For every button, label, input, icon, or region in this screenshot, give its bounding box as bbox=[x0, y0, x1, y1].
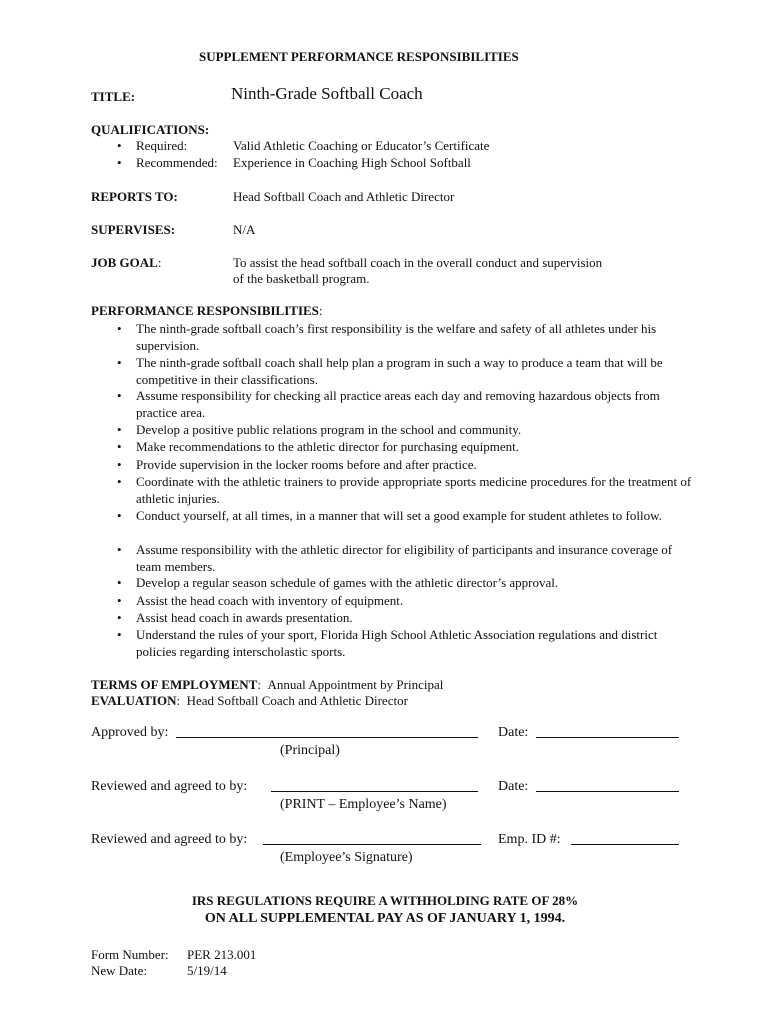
qualification-value: Experience in Coaching High School Softball bbox=[233, 155, 471, 170]
bullet-icon: • bbox=[117, 508, 122, 523]
performance-colon: : bbox=[318, 303, 323, 318]
employee-signature-caption: (Employee’s Signature) bbox=[280, 850, 413, 865]
reviewed-by-label: Reviewed and agreed to by: bbox=[91, 779, 248, 794]
reviewed-by-label: Reviewed and agreed to by: bbox=[91, 832, 248, 847]
bullet-icon: • bbox=[117, 457, 122, 472]
employee-name-caption: (PRINT – Employee’s Name) bbox=[280, 797, 447, 812]
list-item: Understand the rules of your sport, Florida High School Athletic Association regulations and district policies regarding interscholastic sports. bbox=[136, 627, 658, 659]
bullet-icon: • bbox=[117, 355, 122, 370]
bullet-icon: • bbox=[117, 155, 122, 170]
evaluation-label: EVALUATION bbox=[91, 693, 177, 708]
date-line[interactable] bbox=[536, 791, 679, 792]
bullet-icon: • bbox=[117, 593, 122, 608]
list-item: Assume responsibility for checking all practice areas each day and removing hazardous objects from practice area. bbox=[136, 388, 660, 420]
terms-label: TERMS OF EMPLOYMENT bbox=[91, 677, 258, 692]
date-line[interactable] bbox=[536, 737, 679, 738]
bullet-icon: • bbox=[117, 422, 122, 437]
form-number-value: PER 213.001 bbox=[187, 947, 257, 962]
principal-caption: (Principal) bbox=[280, 743, 340, 758]
irs-notice-line-1: IRS REGULATIONS REQUIRE A WITHHOLDING RATE OF 28% bbox=[191, 893, 579, 908]
performance-label bbox=[91, 302, 323, 319]
new-date-value: 5/19/14 bbox=[187, 963, 227, 978]
list-item: The ninth-grade softball coach shall help plan a program in such a way to produce a team that will be competitive in their classifications. bbox=[136, 355, 663, 387]
bullet-icon: • bbox=[117, 542, 122, 557]
bullet-icon: • bbox=[117, 321, 122, 336]
bullet-icon: • bbox=[117, 610, 122, 625]
approved-by-label: Approved by: bbox=[91, 725, 169, 740]
performance-label-text: PERFORMANCE RESPONSIBILITIES bbox=[91, 303, 319, 318]
evaluation bbox=[91, 692, 408, 709]
date-label: Date: bbox=[498, 779, 529, 794]
job-goal-label-text: JOB GOAL bbox=[91, 255, 158, 270]
bullet-icon: • bbox=[117, 439, 122, 454]
form-number-label: Form Number: bbox=[91, 947, 169, 962]
list-item: Coordinate with the athletic trainers to provide appropriate sports medicine procedures for the treatment of athletic injuries. bbox=[136, 474, 692, 506]
emp-id-label: Emp. ID #: bbox=[498, 832, 561, 847]
title-label: TITLE: bbox=[91, 89, 136, 104]
employee-signature-line[interactable] bbox=[263, 844, 481, 845]
qualifications-label: QUALIFICATIONS: bbox=[91, 122, 210, 137]
list-item: Develop a regular season schedule of games with the athletic director’s approval. bbox=[136, 575, 559, 590]
bullet-icon: • bbox=[117, 627, 122, 642]
date-label: Date: bbox=[498, 725, 529, 740]
evaluation-colon: : bbox=[176, 693, 181, 708]
reports-to-label: REPORTS TO: bbox=[91, 189, 178, 204]
list-item: Assume responsibility with the athletic director for eligibility of participants and insurance coverage of team members. bbox=[136, 542, 673, 574]
bullet-icon: • bbox=[117, 138, 122, 153]
qualification-value: Valid Athletic Coaching or Educator’s Certificate bbox=[233, 138, 490, 153]
bullet-icon: • bbox=[117, 388, 122, 403]
reports-to-value: Head Softball Coach and Athletic Director bbox=[233, 189, 455, 204]
bullet-icon: • bbox=[117, 575, 122, 590]
terms-value: Annual Appointment by Principal bbox=[267, 677, 444, 692]
evaluation-value: Head Softball Coach and Athletic Director bbox=[186, 693, 408, 708]
list-item: Make recommendations to the athletic director for purchasing equipment. bbox=[136, 439, 520, 454]
supervises-label: SUPERVISES: bbox=[91, 222, 176, 237]
job-goal-line-1: To assist the head softball coach in the overall conduct and supervision bbox=[233, 255, 603, 270]
emp-id-line[interactable] bbox=[571, 844, 679, 845]
job-goal-label bbox=[91, 254, 161, 271]
bullet-icon: • bbox=[117, 474, 122, 489]
terms-colon: : bbox=[257, 677, 261, 692]
qualification-key: Recommended: bbox=[136, 155, 218, 170]
title-value: Ninth-Grade Softball Coach bbox=[231, 84, 423, 103]
irs-notice-line-2: ON ALL SUPPLEMENTAL PAY AS OF JANUARY 1, 1994. bbox=[204, 911, 566, 926]
list-item: Develop a positive public relations program in the school and community. bbox=[136, 422, 522, 437]
supervises-value: N/A bbox=[233, 222, 256, 237]
document-heading: SUPPLEMENT PERFORMANCE RESPONSIBILITIES bbox=[199, 49, 519, 64]
qualification-key: Required: bbox=[136, 138, 188, 153]
list-item: The ninth-grade softball coach’s first responsibility is the welfare and safety of all athletes under his supervision. bbox=[136, 321, 657, 353]
new-date-label: New Date: bbox=[91, 963, 147, 978]
terms-of-employment bbox=[91, 676, 443, 693]
list-item: Assist the head coach with inventory of equipment. bbox=[136, 593, 404, 608]
principal-signature-line[interactable] bbox=[176, 737, 478, 738]
employee-name-line[interactable] bbox=[271, 791, 478, 792]
list-item: Conduct yourself, at all times, in a manner that will set a good example for student athletes to follow. bbox=[136, 508, 662, 523]
list-item: Provide supervision in the locker rooms before and after practice. bbox=[136, 457, 477, 472]
list-item: Assist head coach in awards presentation. bbox=[136, 610, 353, 625]
job-goal-line-2: of the basketball program. bbox=[233, 271, 370, 286]
job-goal-colon: : bbox=[157, 255, 162, 270]
